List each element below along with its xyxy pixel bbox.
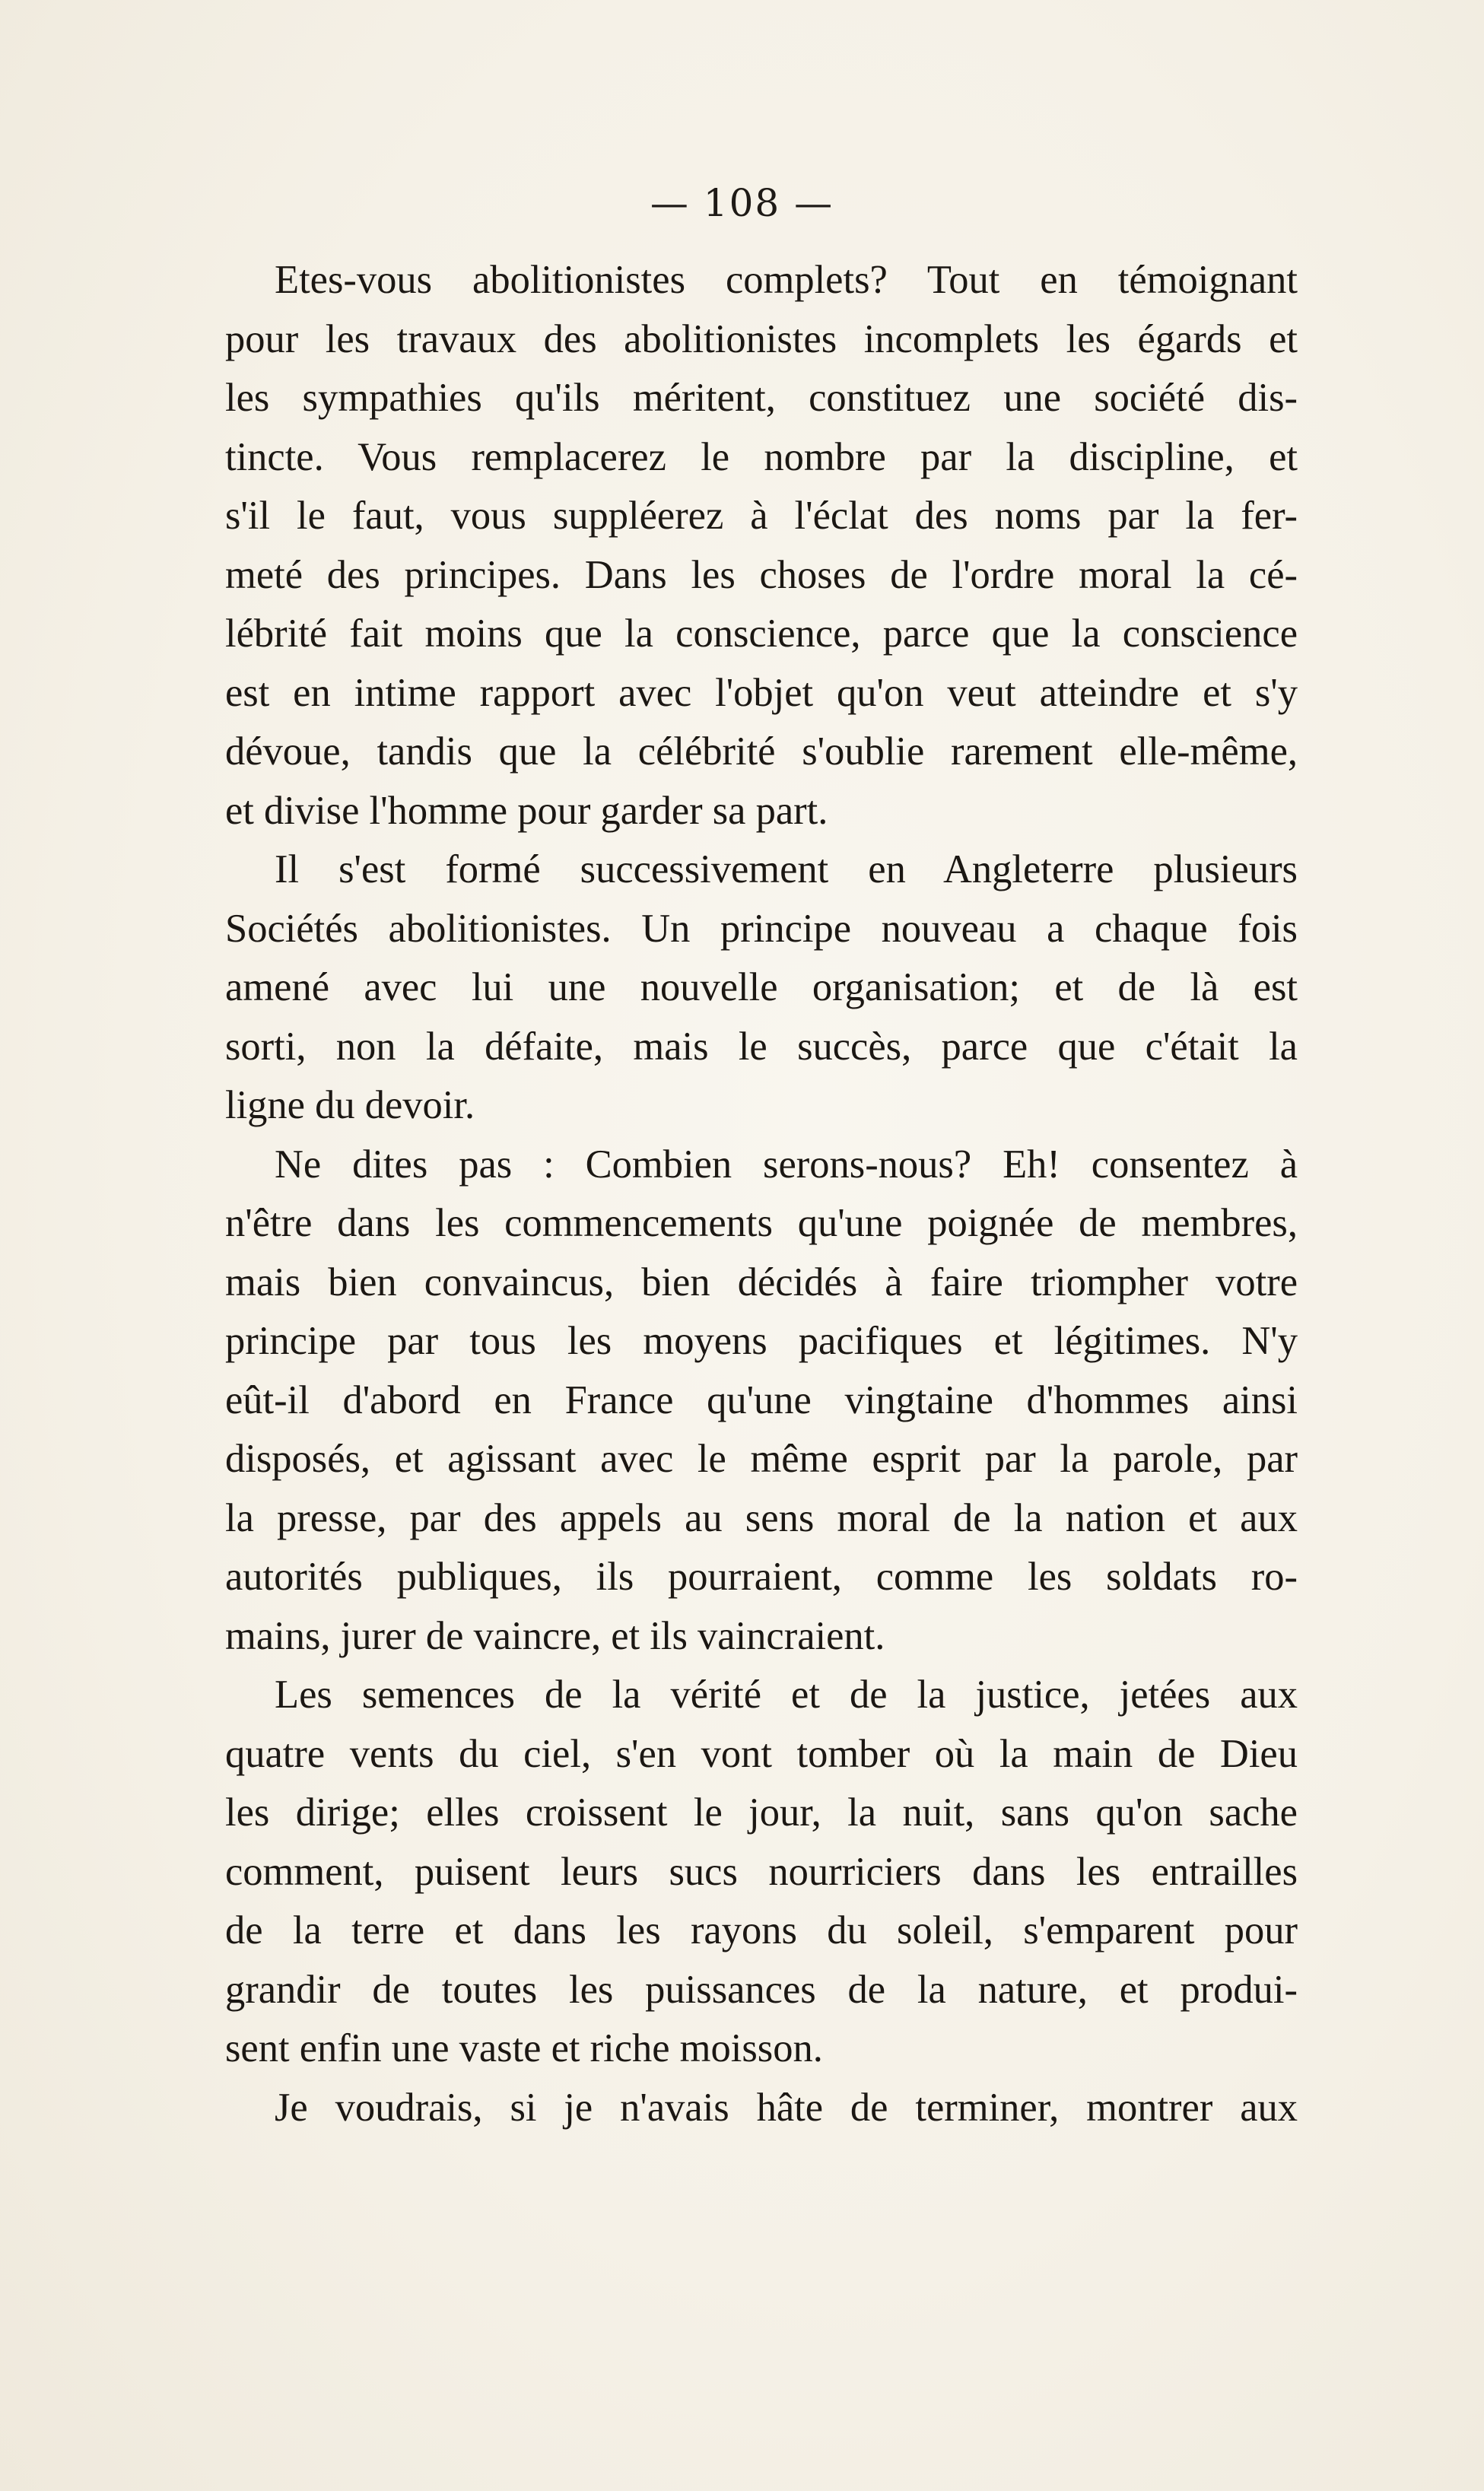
- text-line: mains, jurer de vaincre, et ils vaincraient.: [225, 1613, 885, 1658]
- text-line: principe par tous les moyens pacifiques et légitimes. N'y: [225, 1319, 1298, 1363]
- text-line: meté des principes. Dans les choses de l'ordre moral la cé-: [225, 552, 1298, 597]
- text-line: ligne du devoir.: [225, 1083, 475, 1127]
- text-line: eût-il d'abord en France qu'une vingtaine d'hommes ainsi: [225, 1377, 1298, 1422]
- text-line: n'être dans les commencements qu'une poignée de membres,: [225, 1201, 1298, 1245]
- text-line: les dirige; elles croissent le jour, la nuit, sans qu'on sache: [225, 1790, 1298, 1835]
- text-line: sent enfin une vaste et riche moisson.: [225, 2026, 823, 2070]
- text-line: disposés, et agissant avec le même esprit par la parole, par: [225, 1437, 1298, 1481]
- text-line: comment, puisent leurs sucs nourriciers dans les entrailles: [225, 1849, 1298, 1894]
- text-line: la presse, par des appels au sens moral de la nation et aux: [225, 1495, 1298, 1540]
- text-line: tincte. Vous remplacerez le nombre par la discipline, et: [225, 434, 1298, 479]
- text-line: Il s'est formé successivement en Angleterre plusieurs: [275, 847, 1298, 891]
- text-line: Je voudrais, si je n'avais hâte de terminer, montrer aux: [275, 2085, 1298, 2130]
- text-line: dévoue, tandis que la célébrité s'oublie rarement elle-même,: [225, 729, 1298, 774]
- text-line: est en intime rapport avec l'objet qu'on veut atteindre et s'y: [225, 670, 1298, 715]
- text-line: autorités publiques, ils pourraient, comme les soldats ro-: [225, 1555, 1298, 1599]
- text-line: et divise l'homme pour garder sa part.: [225, 788, 828, 833]
- text-line: amené avec lui une nouvelle organisation; et de là est: [225, 965, 1298, 1009]
- text-line: de la terre et dans les rayons du soleil, s'emparent pour: [225, 1908, 1298, 1952]
- text-line: Etes-vous abolitionistes complets? Tout en témoignant: [275, 258, 1298, 302]
- text-line: quatre vents du ciel, s'en vont tomber où la main de Dieu: [225, 1731, 1298, 1776]
- text-line: les sympathies qu'ils méritent, constituez une société dis-: [225, 376, 1298, 420]
- page-number: — 108 —: [650, 181, 834, 225]
- text-line: lébrité fait moins que la conscience, parce que la conscience: [225, 612, 1298, 656]
- text-line: s'il le faut, vous suppléerez à l'éclat des noms par la fer-: [225, 494, 1298, 538]
- text-line: Les semences de la vérité et de la justice, jetées aux: [275, 1673, 1298, 1717]
- text-line: mais bien convaincus, bien décidés à faire triompher votre: [225, 1260, 1298, 1304]
- text-line: pour les travaux des abolitionistes incomplets les égards et: [225, 316, 1298, 361]
- body-text: [225, 251, 1298, 2137]
- text-line: Sociétés abolitionistes. Un principe nouveau a chaque fois: [225, 906, 1298, 951]
- text-line: Ne dites pas : Combien serons-nous? Eh! consentez à: [275, 1142, 1298, 1187]
- text-line: grandir de toutes les puissances de la nature, et produi-: [225, 1967, 1298, 2012]
- text-line: sorti, non la défaite, mais le succès, parce que c'était la: [225, 1024, 1298, 1069]
